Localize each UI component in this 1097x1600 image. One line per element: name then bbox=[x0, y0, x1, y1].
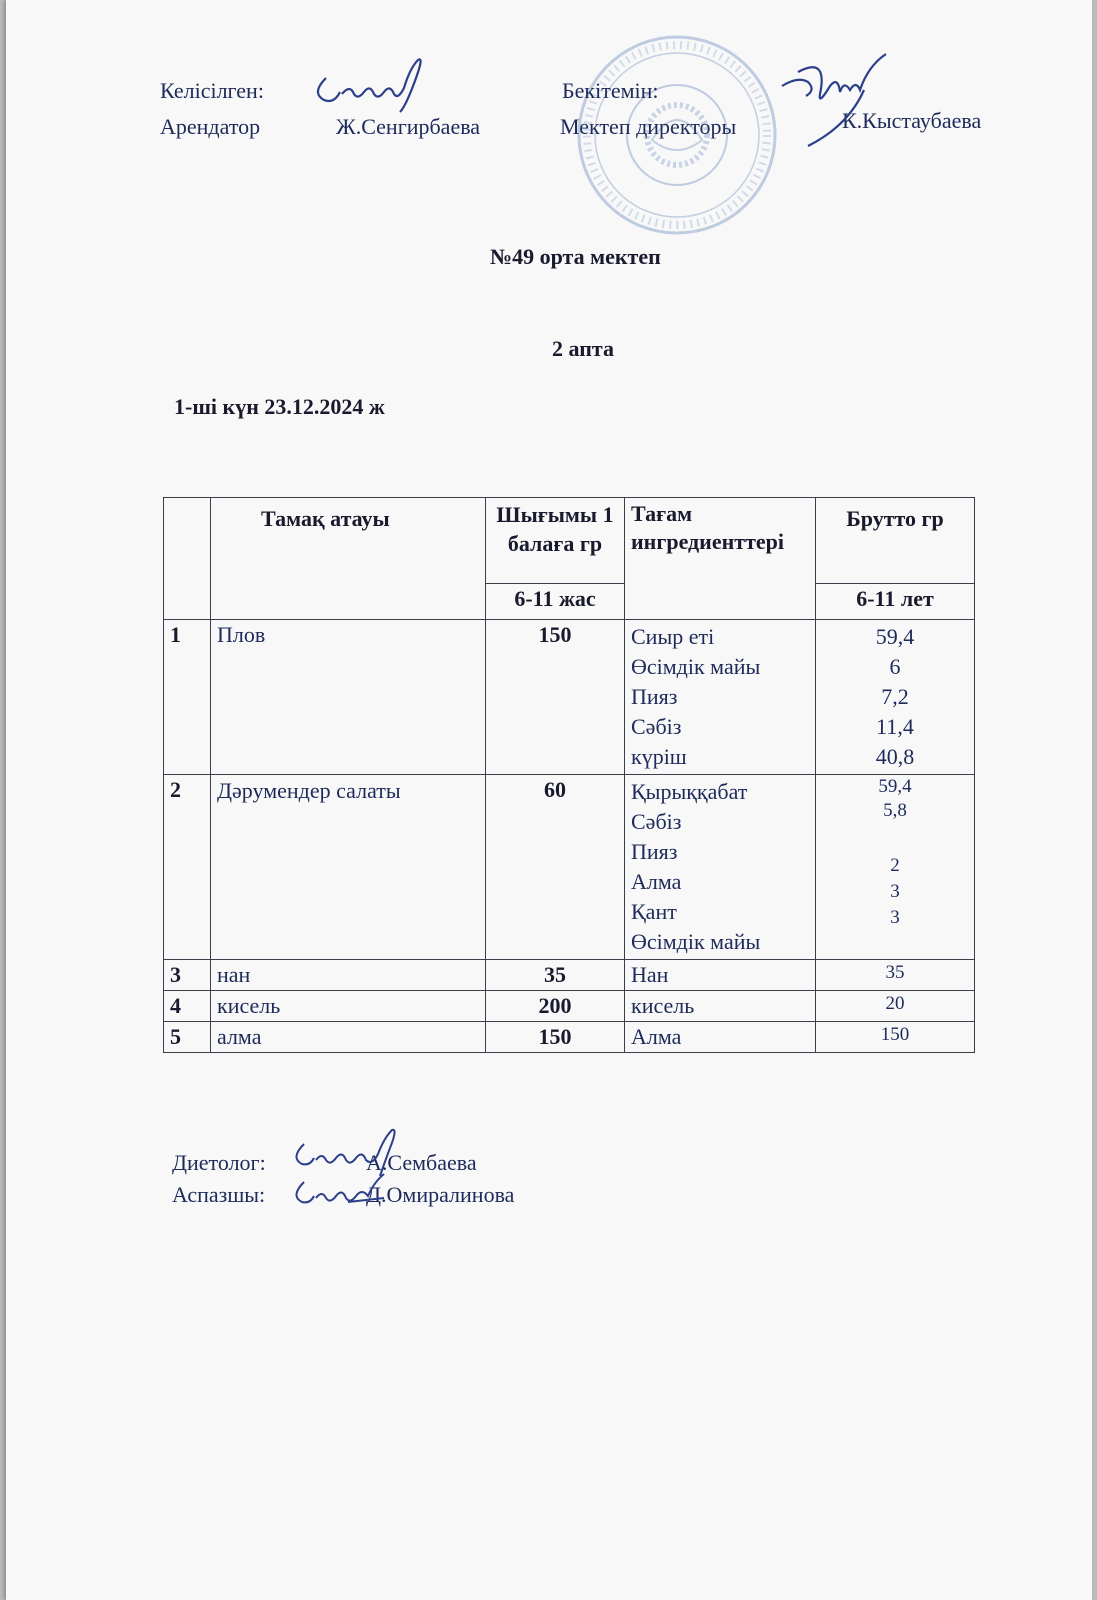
ingredient: Сәбіз bbox=[631, 809, 682, 834]
row-output: 35 bbox=[486, 960, 625, 991]
brutto-value: 5,8 bbox=[883, 800, 907, 821]
ingredient: Өсімдік майы bbox=[631, 929, 761, 954]
brutto-value bbox=[822, 823, 968, 853]
agreed-role: Арендатор bbox=[160, 114, 261, 139]
row-output: 200 bbox=[486, 991, 625, 1022]
row-dish: нан bbox=[211, 960, 486, 991]
row-num: 3 bbox=[164, 960, 211, 991]
cook-signature bbox=[288, 1162, 398, 1212]
row-num: 5 bbox=[164, 1022, 211, 1053]
tenant-signature bbox=[306, 48, 436, 118]
table-row bbox=[164, 960, 975, 991]
row-output: 150 bbox=[486, 620, 625, 775]
ingredient: Қант bbox=[631, 899, 677, 924]
dietitian-name: А.Сембаева bbox=[366, 1150, 477, 1175]
brutto-value: 3 bbox=[890, 907, 900, 928]
row-output: 60 bbox=[486, 775, 625, 960]
header-brutto: Брутто гр bbox=[816, 498, 975, 584]
approved-name: К.Кыстаубаева bbox=[842, 108, 982, 133]
brutto-value: 3 bbox=[890, 881, 900, 902]
row-dish: Дәрумендер салаты bbox=[211, 775, 486, 960]
dietitian-label: Диетолог: bbox=[172, 1150, 266, 1175]
approved-label: Бекітемін: bbox=[562, 78, 659, 103]
header-dish: Тамақ атауы bbox=[211, 498, 486, 620]
agreed-label: Келісілген: bbox=[160, 78, 264, 103]
header-num bbox=[164, 498, 211, 620]
ingredient: Өсімдік майы bbox=[631, 654, 761, 679]
row-brutto: 150 bbox=[816, 1022, 975, 1053]
header-age-output: 6-11 жас bbox=[486, 584, 625, 620]
cook-name: Д.Омиралинова bbox=[366, 1182, 515, 1207]
day-label: 1-ші күн 23.12.2024 ж bbox=[174, 394, 385, 419]
row-ingredient: Алма bbox=[625, 1022, 816, 1053]
row-output: 150 bbox=[486, 1022, 625, 1053]
brutto-value: 6 bbox=[889, 654, 901, 679]
row-ingredients bbox=[625, 775, 816, 960]
row-ingredient: кисель bbox=[625, 991, 816, 1022]
brutto-value: 11,4 bbox=[876, 714, 914, 739]
approved-role: Мектеп директоры bbox=[560, 114, 737, 139]
week-label: 2 апта bbox=[552, 336, 614, 361]
ingredient: күріш bbox=[631, 744, 687, 769]
ingredient: Сәбіз bbox=[631, 714, 682, 739]
header-age-brutto: 6-11 лет bbox=[816, 584, 975, 620]
brutto-value: 2 bbox=[890, 855, 900, 876]
row-dish: Плов bbox=[211, 620, 486, 775]
header-ingredients: Тағам ингредиенттері bbox=[625, 498, 816, 620]
ingredient: Сиыр еті bbox=[631, 624, 715, 649]
menu-table bbox=[163, 497, 975, 1053]
header-output: Шығымы 1 балаға гр bbox=[486, 498, 625, 584]
ingredient: Пияз bbox=[631, 684, 678, 709]
brutto-value: 59,4 bbox=[878, 776, 912, 797]
ingredient: Пияз bbox=[631, 839, 678, 864]
brutto-value: 7,2 bbox=[881, 684, 909, 709]
director-signature bbox=[768, 46, 908, 156]
row-ingredients bbox=[625, 620, 816, 775]
row-brutto bbox=[816, 775, 975, 960]
row-num: 1 bbox=[164, 620, 211, 775]
brutto-value: 59,4 bbox=[875, 624, 915, 649]
agreed-name: Ж.Сенгирбаева bbox=[336, 114, 481, 139]
row-ingredient: Нан bbox=[625, 960, 816, 991]
table-row bbox=[164, 991, 975, 1022]
row-brutto: 20 bbox=[816, 991, 975, 1022]
row-brutto: 35 bbox=[816, 960, 975, 991]
cook-label: Аспазшы: bbox=[172, 1182, 266, 1207]
table-row bbox=[164, 1022, 975, 1053]
table-row bbox=[164, 620, 975, 775]
ingredient: Қырыққабат bbox=[631, 779, 748, 804]
school-title: №49 орта мектеп bbox=[490, 244, 661, 269]
row-num: 4 bbox=[164, 991, 211, 1022]
row-brutto bbox=[816, 620, 975, 775]
row-dish: кисель bbox=[211, 991, 486, 1022]
table-row bbox=[164, 775, 975, 960]
row-dish: алма bbox=[211, 1022, 486, 1053]
ingredient: Алма bbox=[631, 869, 682, 894]
document-page bbox=[6, 0, 1092, 1600]
brutto-value: 40,8 bbox=[875, 744, 915, 769]
row-num: 2 bbox=[164, 775, 211, 960]
